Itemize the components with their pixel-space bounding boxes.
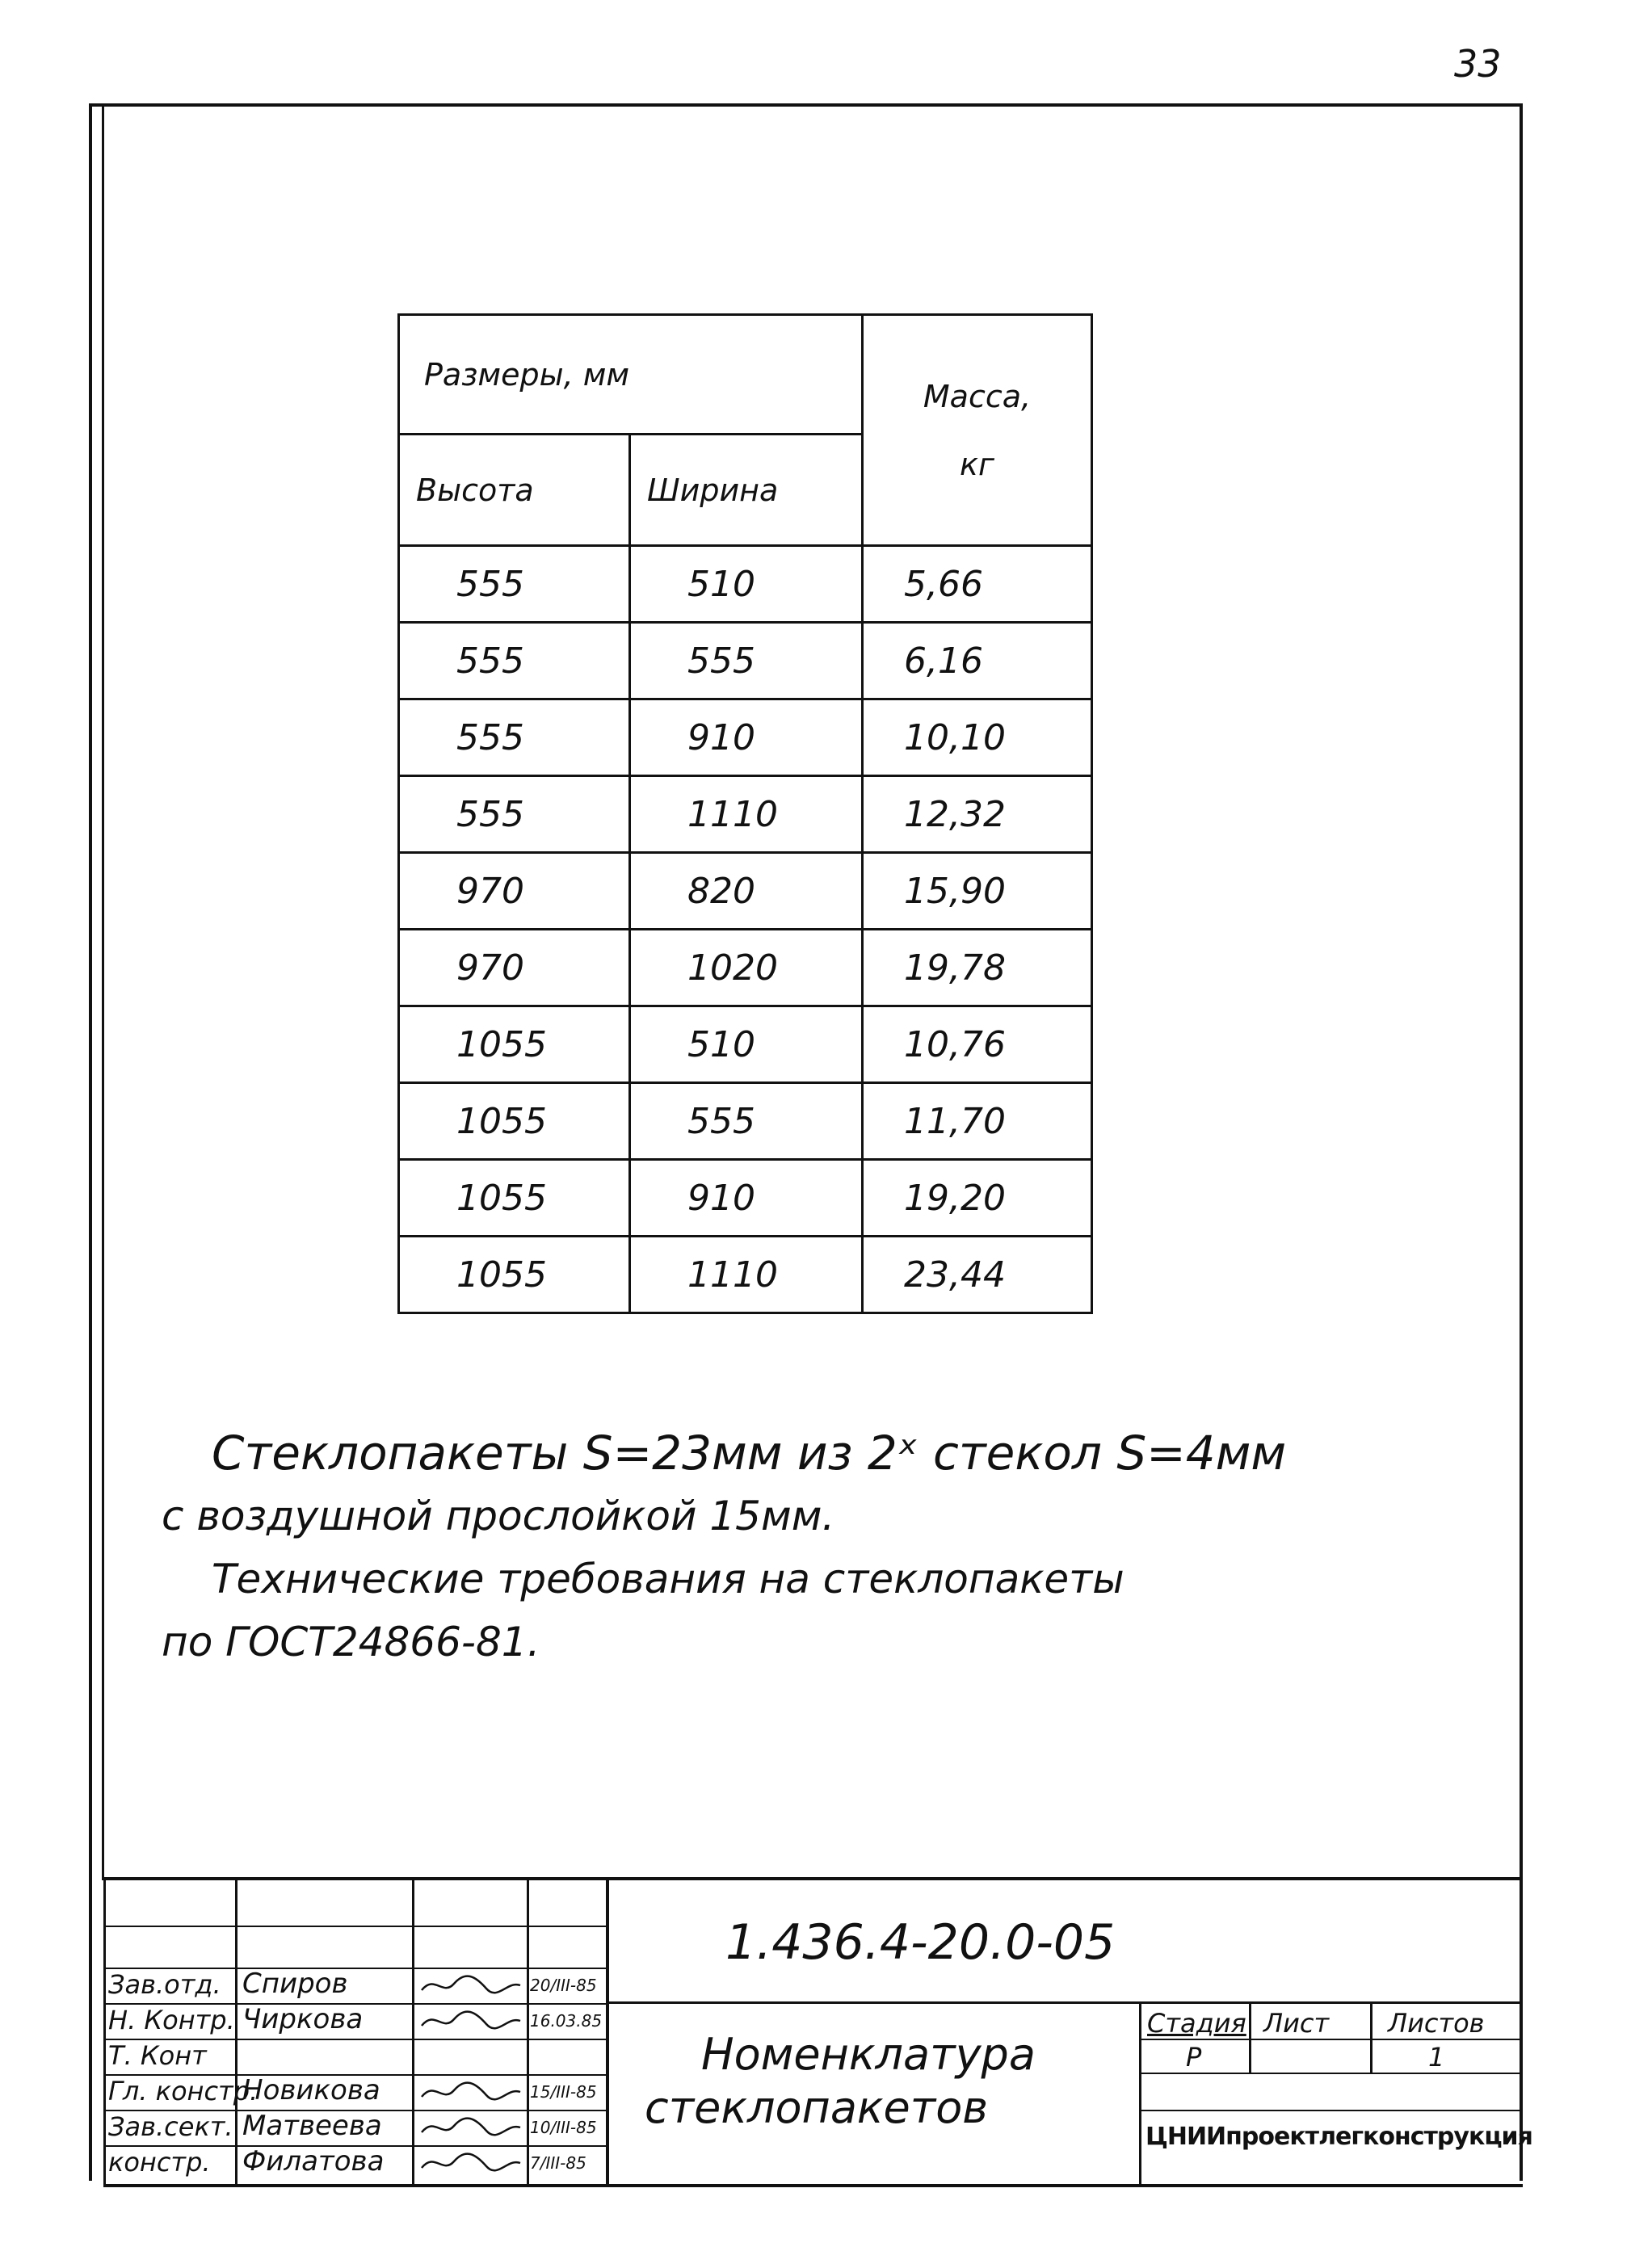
note-line-1: Стеклопакеты S=23мм из 2ˣ стекол S=4мм [212, 1426, 1287, 1480]
signature-role: Т. Конт [108, 2040, 207, 2071]
signature-name: Новикова [242, 2074, 380, 2106]
cell-mass: 6,16 [863, 623, 1092, 699]
table-row [399, 1237, 1092, 1313]
signature-date: 15/III-85 [530, 2082, 597, 2102]
document-code: 1.436.4-20.0-05 [725, 1914, 1116, 1971]
cell-width: 510 [630, 546, 863, 623]
sheets-value: 1 [1428, 2042, 1445, 2073]
table-body [399, 546, 1092, 1313]
sheet-label: Лист [1263, 2008, 1330, 2039]
cell-width: 555 [630, 1083, 863, 1160]
signature-date: 10/III-85 [530, 2118, 597, 2137]
cell-mass: 15,90 [863, 853, 1092, 930]
cell-height: 555 [399, 623, 630, 699]
header-mass [863, 315, 1092, 546]
table-row [399, 623, 1092, 699]
cell-height: 970 [399, 930, 630, 1006]
cell-height: 1055 [399, 1160, 630, 1237]
cell-mass: 19,20 [863, 1160, 1092, 1237]
table-row [399, 1083, 1092, 1160]
signature-role: Зав.сект. [108, 2111, 233, 2142]
sheets-label: Листов [1388, 2008, 1485, 2039]
table-row [399, 699, 1092, 776]
cell-height: 555 [399, 776, 630, 853]
note-line-4: по ГОСТ24866-81. [162, 1619, 540, 1665]
cell-mass: 10,10 [863, 699, 1092, 776]
note-line-3: Технические требования на стеклопакеты [212, 1556, 1124, 1602]
signature-role: Гл. констр. [108, 2076, 259, 2106]
notes [162, 1422, 1293, 1674]
cell-height: 1055 [399, 1237, 630, 1313]
cell-height: 970 [399, 853, 630, 930]
signature-date: 20/III-85 [530, 1976, 597, 1995]
signature-name: Матвеева [242, 2110, 382, 2142]
glass-unit-table [397, 313, 1093, 1314]
header-mass-label: Масса, [923, 378, 1032, 414]
frame-inner-line [102, 103, 104, 1880]
organization-name: ЦНИИпроектлегконструкция [1145, 2123, 1532, 2151]
signature-date: 7/III-85 [530, 2153, 586, 2173]
signature-role: Зав.отд. [108, 1969, 221, 2000]
header-height: Высота [399, 435, 630, 546]
cell-width: 820 [630, 853, 863, 930]
cell-mass: 23,44 [863, 1237, 1092, 1313]
signature-role: констр. [108, 2147, 211, 2178]
cell-width: 910 [630, 1160, 863, 1237]
table-row [399, 1006, 1092, 1083]
cell-mass: 12,32 [863, 776, 1092, 853]
title-block [103, 1877, 1532, 2184]
document-title-line-2: стеклопакетов [645, 2082, 989, 2133]
cell-height: 1055 [399, 1006, 630, 1083]
signature-date: 16.03.85 [530, 2011, 603, 2031]
signature-name: Спиров [242, 1968, 348, 2000]
cell-height: 1055 [399, 1083, 630, 1160]
table-row [399, 546, 1092, 623]
stage-label: Стадия [1147, 2008, 1246, 2039]
header-dimensions: Размеры, мм [399, 315, 863, 435]
handwritten-signature [418, 2111, 523, 2144]
note-line-2: с воздушной прослойкой 15мм. [162, 1493, 835, 1539]
table-row [399, 1160, 1092, 1237]
handwritten-signature [418, 2076, 523, 2108]
cell-height: 555 [399, 699, 630, 776]
header-width: Ширина [630, 435, 863, 546]
cell-width: 1020 [630, 930, 863, 1006]
cell-mass: 5,66 [863, 546, 1092, 623]
stage-value: Р [1186, 2042, 1202, 2073]
handwritten-signature [418, 2147, 523, 2179]
cell-mass: 10,76 [863, 1006, 1092, 1083]
handwritten-signature [418, 2005, 523, 2037]
cell-width: 1110 [630, 1237, 863, 1313]
cell-width: 510 [630, 1006, 863, 1083]
document-title-line-1: Номенклатура [701, 2029, 1036, 2080]
signature-name: Филатова [242, 2145, 385, 2178]
table-row [399, 776, 1092, 853]
table-row [399, 853, 1092, 930]
page-number: 33 [1454, 42, 1502, 86]
cell-mass: 11,70 [863, 1083, 1092, 1160]
handwritten-signature [418, 1969, 523, 2001]
header-mass-unit: кг [960, 446, 994, 482]
signature-role: Н. Контр. [108, 2005, 235, 2035]
cell-width: 910 [630, 699, 863, 776]
cell-mass: 19,78 [863, 930, 1092, 1006]
signature-name: Чиркова [242, 2003, 364, 2035]
table-row [399, 930, 1092, 1006]
cell-width: 555 [630, 623, 863, 699]
cell-width: 1110 [630, 776, 863, 853]
cell-height: 555 [399, 546, 630, 623]
